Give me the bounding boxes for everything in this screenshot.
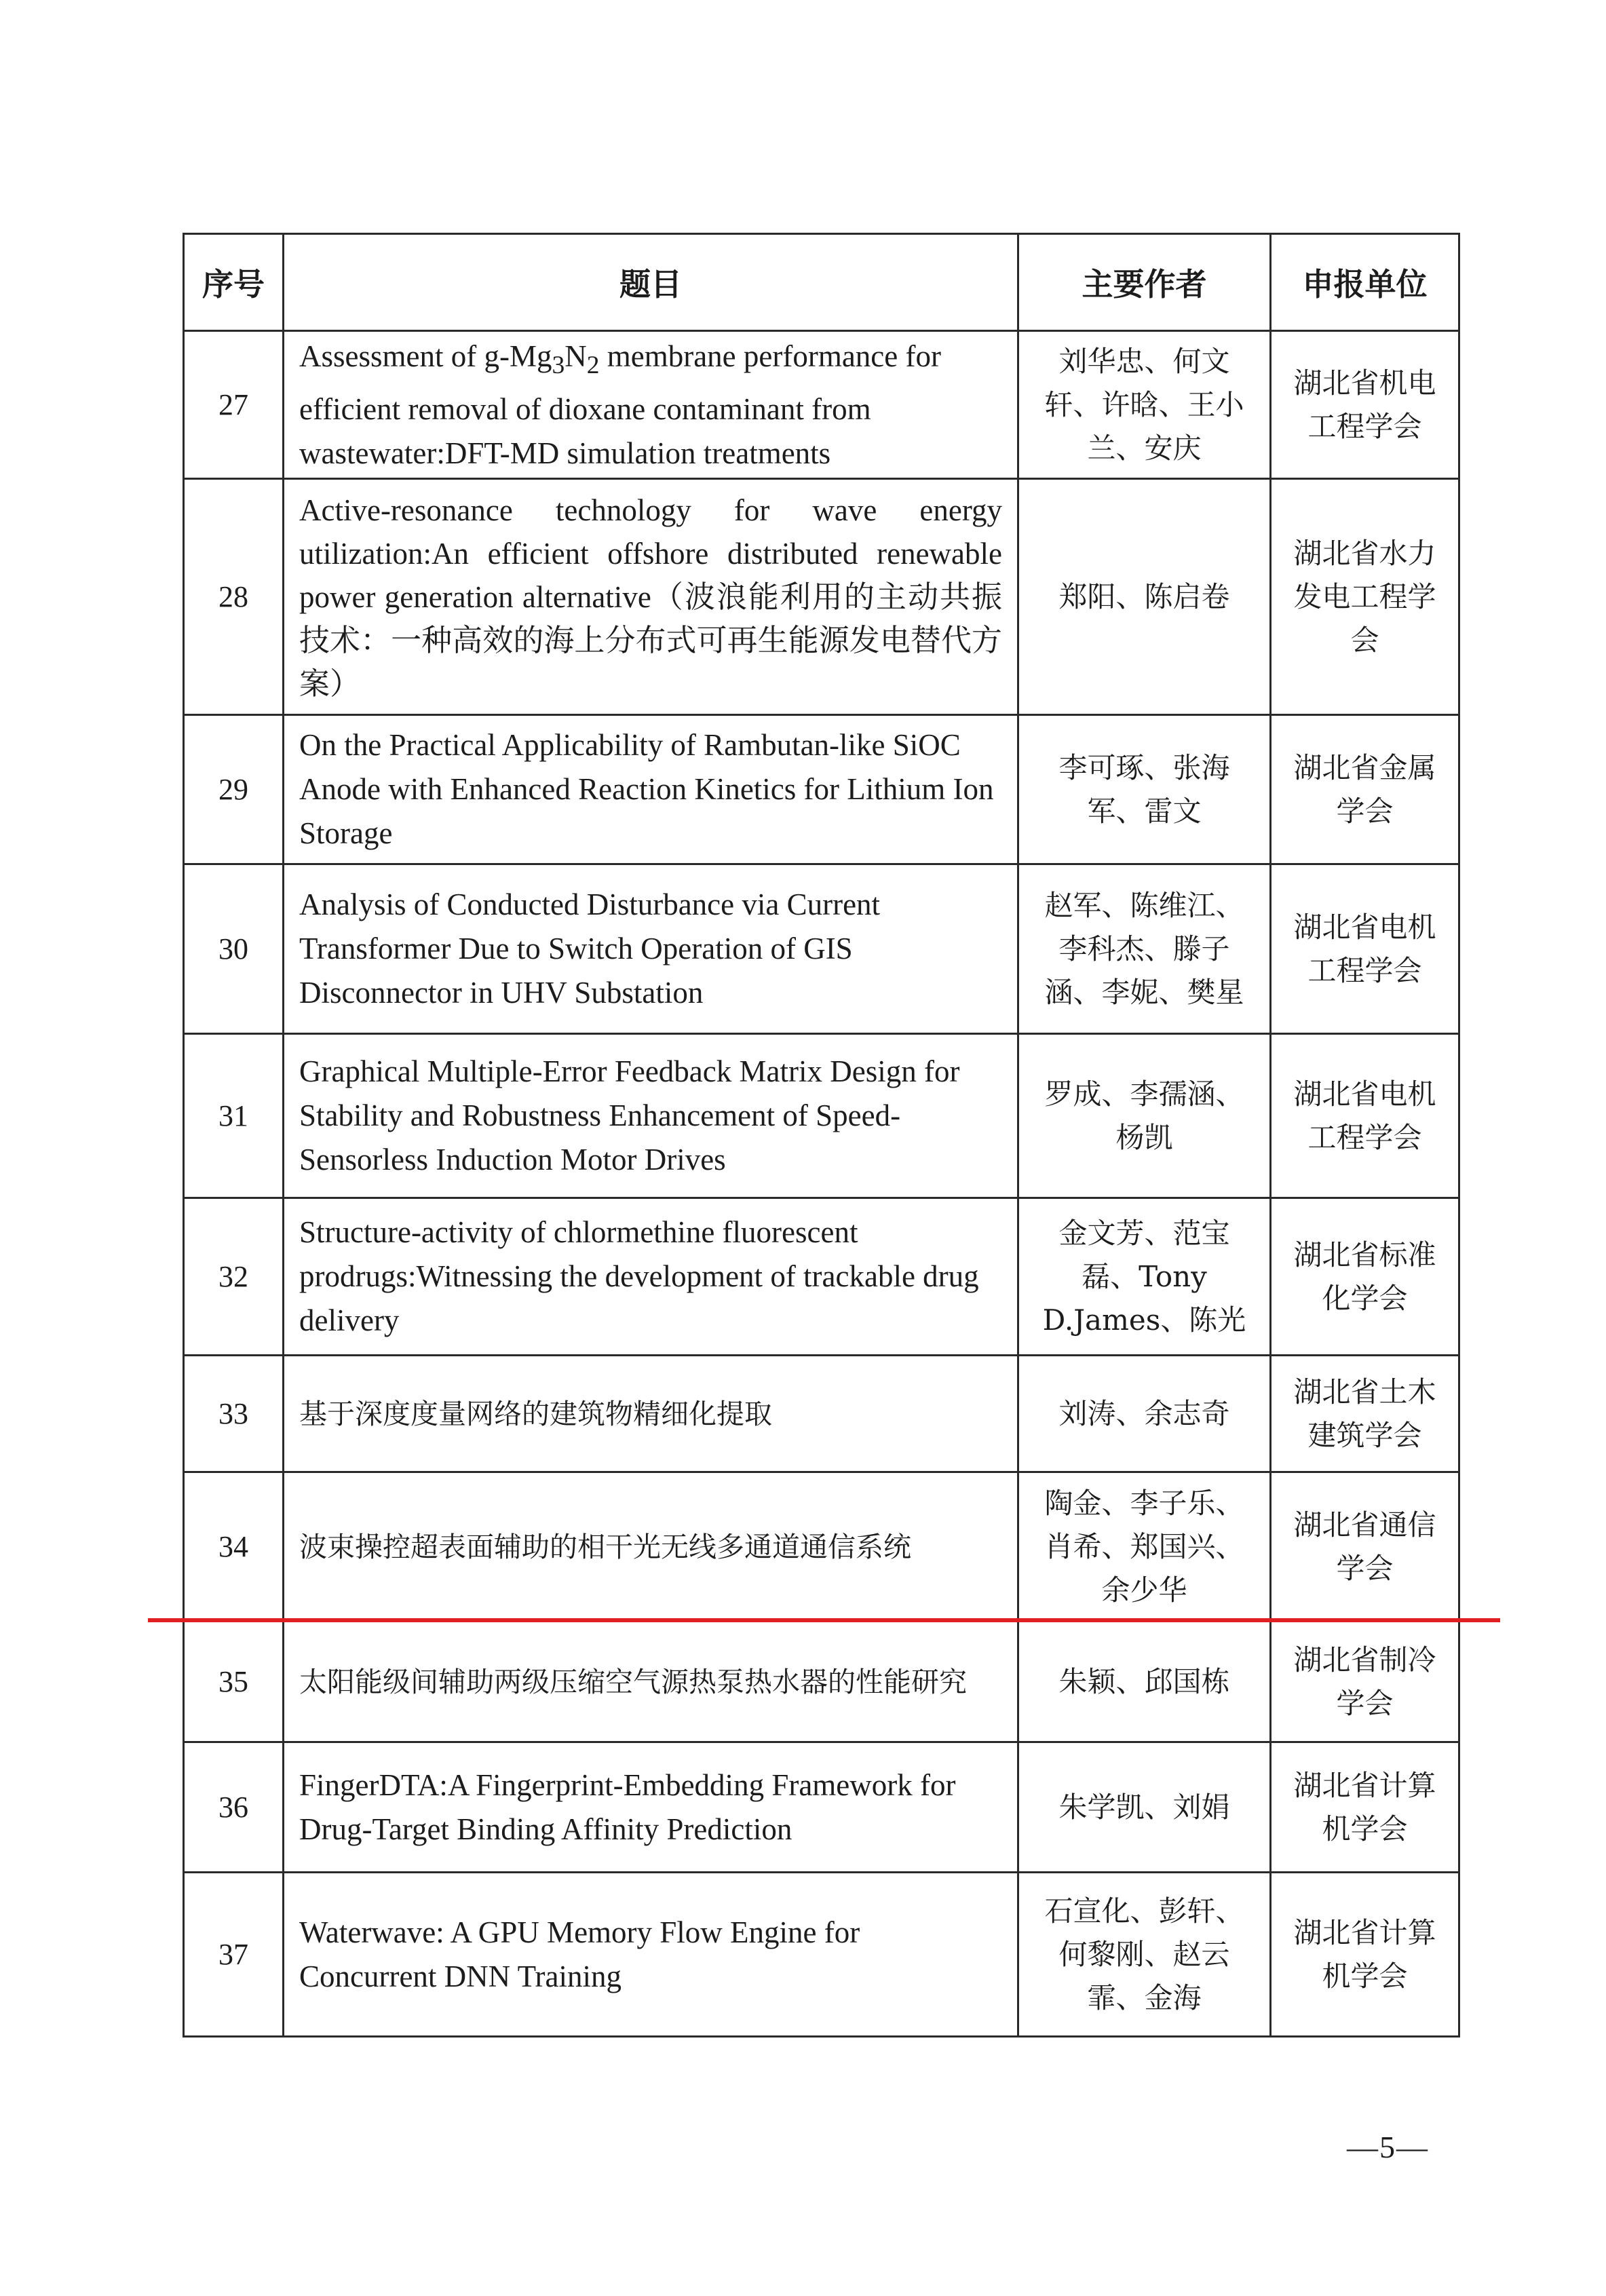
row-unit: 湖北省电机工程学会 bbox=[1271, 1034, 1459, 1198]
row-number: 30 bbox=[184, 864, 284, 1034]
row-authors: 郑阳、陈启卷 bbox=[1018, 479, 1271, 715]
row-title-text: On the Practical Applicability of Rambutan-like SiOC Anode with Enhanced Reaction Kinetics for Lithium Ion Storage bbox=[299, 728, 994, 850]
row-unit: 湖北省机电工程学会 bbox=[1271, 331, 1459, 479]
row-title bbox=[284, 864, 1018, 1034]
awards-table bbox=[183, 233, 1460, 2037]
table-header-row bbox=[184, 234, 1459, 331]
cutoff-line bbox=[148, 1618, 1500, 1622]
row-unit: 湖北省计算机学会 bbox=[1271, 1742, 1459, 1873]
table-row bbox=[184, 864, 1459, 1034]
row-title-text: Graphical Multiple-Error Feedback Matrix Design for Stability and Robustness Enhancement of Speed-Sensorless Induction Motor Drives bbox=[299, 1054, 960, 1176]
row-number: 28 bbox=[184, 479, 284, 715]
row-unit: 湖北省土木建筑学会 bbox=[1271, 1356, 1459, 1472]
row-authors: 李可琢、张海军、雷文 bbox=[1018, 715, 1271, 864]
row-authors: 朱学凯、刘娟 bbox=[1018, 1742, 1271, 1873]
row-number: 29 bbox=[184, 715, 284, 864]
row-title bbox=[284, 1873, 1018, 2037]
row-title bbox=[284, 1742, 1018, 1873]
row-unit: 湖北省计算机学会 bbox=[1271, 1873, 1459, 2037]
row-title-text: Analysis of Conducted Disturbance via Current Transformer Due to Switch Operation of GIS Disconnector in UHV Substation bbox=[299, 887, 881, 1010]
row-title-english: Active-resonance technology for wave energy utilization:An efficient offshore distributed renewable power generation alternative bbox=[299, 493, 1002, 614]
row-title-chinese: （波浪能利用的主动共振技术：一种高效的海上分布式可再生能源发电替代方案） bbox=[299, 579, 1002, 701]
row-title-text: FingerDTA:A Fingerprint-Embedding Framework for Drug-Target Binding Affinity Prediction bbox=[299, 1767, 956, 1846]
row-unit: 湖北省水力发电工程学会 bbox=[1271, 479, 1459, 715]
header-no: 序号 bbox=[184, 234, 284, 331]
row-title bbox=[284, 1034, 1018, 1198]
row-number: 33 bbox=[184, 1356, 284, 1472]
header-authors: 主要作者 bbox=[1018, 234, 1271, 331]
row-unit: 湖北省电机工程学会 bbox=[1271, 864, 1459, 1034]
row-title bbox=[284, 715, 1018, 864]
table-row bbox=[184, 1472, 1459, 1622]
table-row bbox=[184, 479, 1459, 715]
row-title bbox=[284, 1198, 1018, 1356]
row-authors: 陶金、李子乐、肖希、郑国兴、余少华 bbox=[1018, 1472, 1271, 1622]
row-authors: 罗成、李孺涵、杨凯 bbox=[1018, 1034, 1271, 1198]
row-number: 35 bbox=[184, 1622, 284, 1742]
row-title-text bbox=[299, 489, 1002, 706]
row-title-text: Structure-activity of chlormethine fluorescent prodrugs:Witnessing the development of trackable drug delivery bbox=[299, 1215, 979, 1337]
row-unit: 湖北省通信学会 bbox=[1271, 1472, 1459, 1622]
row-title: 波束操控超表面辅助的相干光无线多通道通信系统 bbox=[284, 1472, 1018, 1622]
table-row bbox=[184, 1034, 1459, 1198]
row-title bbox=[284, 479, 1018, 715]
row-unit: 湖北省标准化学会 bbox=[1271, 1198, 1459, 1356]
table-row bbox=[184, 1622, 1459, 1742]
table-row bbox=[184, 715, 1459, 864]
row-title: 太阳能级间辅助两级压缩空气源热泵热水器的性能研究 bbox=[284, 1622, 1018, 1742]
row-authors: 石宣化、彭轩、何黎刚、赵云霏、金海 bbox=[1018, 1873, 1271, 2037]
row-number: 27 bbox=[184, 331, 284, 479]
page-number: —5— bbox=[1347, 2130, 1429, 2164]
table-row bbox=[184, 1873, 1459, 2037]
table-row bbox=[184, 331, 1459, 479]
row-title bbox=[284, 331, 1018, 479]
row-number: 36 bbox=[184, 1742, 284, 1873]
row-number: 37 bbox=[184, 1873, 284, 2037]
header-title: 题目 bbox=[284, 234, 1018, 331]
table-row bbox=[184, 1742, 1459, 1873]
row-authors: 刘涛、余志奇 bbox=[1018, 1356, 1271, 1472]
row-authors: 金文芳、范宝磊、Tony D.James、陈光 bbox=[1018, 1198, 1271, 1356]
row-authors: 朱颖、邱国栋 bbox=[1018, 1622, 1271, 1742]
row-unit: 湖北省金属学会 bbox=[1271, 715, 1459, 864]
row-title-text: Assessment of $g-Mg_3N_2$ membrane performance for efficient removal of dioxane contaminant from wastewater:DFT-MD simulation treatments bbox=[299, 339, 941, 470]
row-authors: 赵军、陈维江、李科杰、滕子涵、李妮、樊星 bbox=[1018, 864, 1271, 1034]
row-title: 基于深度度量网络的建筑物精细化提取 bbox=[284, 1356, 1018, 1472]
row-number: 34 bbox=[184, 1472, 284, 1622]
row-unit: 湖北省制冷学会 bbox=[1271, 1622, 1459, 1742]
row-title-text: Waterwave: A GPU Memory Flow Engine for Concurrent DNN Training bbox=[299, 1915, 860, 1993]
header-unit: 申报单位 bbox=[1271, 234, 1459, 331]
row-number: 32 bbox=[184, 1198, 284, 1356]
row-number: 31 bbox=[184, 1034, 284, 1198]
table-row bbox=[184, 1356, 1459, 1472]
table-row bbox=[184, 1198, 1459, 1356]
row-authors: 刘华忠、何文轩、许晗、王小兰、安庆 bbox=[1018, 331, 1271, 479]
